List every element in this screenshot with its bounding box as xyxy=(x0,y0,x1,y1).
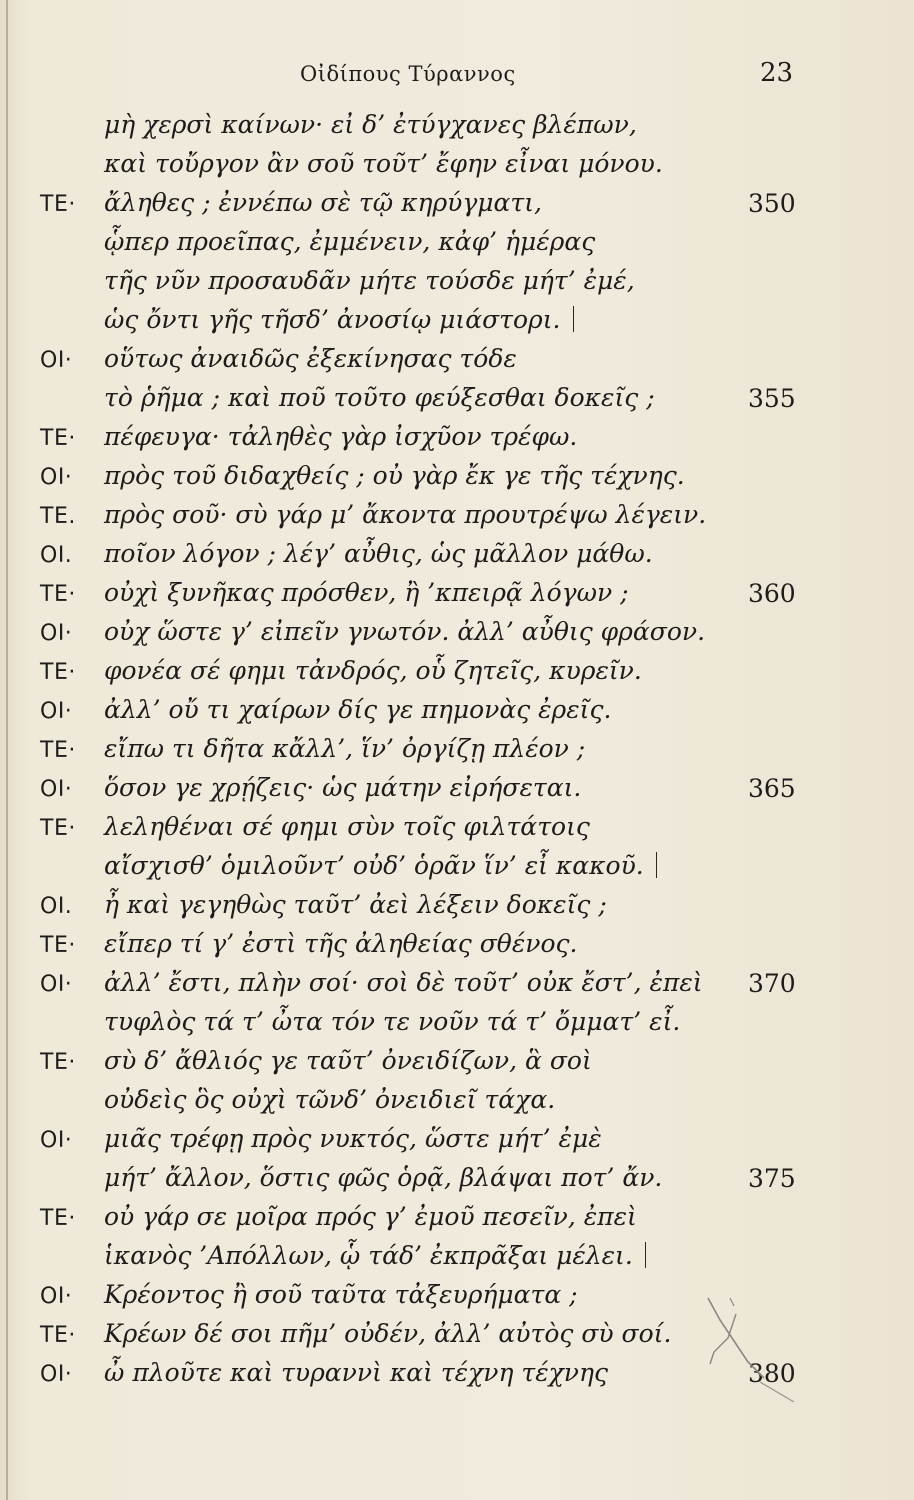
verse-line xyxy=(0,342,914,381)
verse-text-wrap xyxy=(104,422,577,451)
speaker-label: ΤΕ· xyxy=(40,192,76,217)
verse-line xyxy=(0,732,914,771)
verse-line xyxy=(0,147,914,186)
verse-line xyxy=(0,576,914,615)
line-number: 375 xyxy=(748,1164,796,1193)
verse-text: ποῖον λόγον ; λέγ’ αὖθις, ὡς μᾶλλον μάθω. xyxy=(104,539,653,568)
verse-text: πρὸς σοῦ· σὺ γάρ μ’ ἄκοντα προυτρέψω λέγειν. xyxy=(104,500,707,529)
verse-text: ᾧπερ προεῖπας, ἐμμένειν, κἀφ’ ἡμέρας xyxy=(104,227,596,256)
speaker-label: ΟΙ· xyxy=(40,621,73,646)
verse-text-wrap xyxy=(104,1085,555,1114)
line-number: 350 xyxy=(748,189,796,218)
verse-text: οὕτως ἀναιδῶς ἐξεκίνησας τόδε xyxy=(104,344,517,373)
speaker-label: ΤΕ· xyxy=(40,426,76,451)
verse-line xyxy=(0,1239,914,1278)
verse-text: καὶ τοὔργον ἂν σοῦ τοῦτ’ ἔφην εἶναι μόνου. xyxy=(104,149,663,178)
page-header xyxy=(0,56,914,96)
verse-text-wrap xyxy=(104,929,577,958)
verse-text-wrap xyxy=(104,1202,637,1231)
speaker-label: ΤΕ· xyxy=(40,660,76,685)
verse-line xyxy=(0,381,914,420)
verse-text-wrap xyxy=(104,1124,602,1153)
verse-text-wrap xyxy=(104,539,653,568)
verse-text-wrap xyxy=(104,812,590,841)
speaker-label: ΟΙ. xyxy=(40,543,73,568)
verse-text-wrap xyxy=(104,461,685,490)
verse-line xyxy=(0,693,914,732)
verse-text: ὅσον γε χρῄζεις· ὡς μάτην εἰρήσεται. xyxy=(104,773,582,802)
speaker-label: ΤΕ· xyxy=(40,933,76,958)
verse-text: τῆς νῦν προσαυδᾶν μήτε τούσδε μήτ’ ἐμέ, xyxy=(104,266,635,295)
verse-lines xyxy=(0,108,914,1395)
verse-line xyxy=(0,888,914,927)
speaker-label: ΟΙ· xyxy=(40,1284,73,1309)
speaker-label: ΤΕ· xyxy=(40,582,76,607)
verse-text-wrap xyxy=(104,188,542,217)
line-number: 360 xyxy=(748,579,796,608)
verse-text: φονέα σέ φημι τἀνδρός, οὗ ζητεῖς, κυρεῖν. xyxy=(104,656,642,685)
verse-line xyxy=(0,537,914,576)
verse-text: οὐ γάρ σε μοῖρα πρός γ’ ἐμοῦ πεσεῖν, ἐπεὶ xyxy=(104,1202,637,1231)
verse-text: μιᾶς τρέφῃ πρὸς νυκτός, ὥστε μήτ’ ἐμὲ xyxy=(104,1124,602,1153)
line-number: 365 xyxy=(748,774,796,803)
speaker-label: ΟΙ. xyxy=(40,894,73,919)
verse-text-wrap xyxy=(104,968,703,997)
verse-line xyxy=(0,1044,914,1083)
verse-text-wrap xyxy=(104,266,635,295)
page-number: 23 xyxy=(760,58,794,88)
verse-text-wrap xyxy=(104,110,637,139)
verse-text-wrap xyxy=(104,695,611,724)
verse-line xyxy=(0,225,914,264)
verse-text-wrap xyxy=(104,1163,662,1192)
verse-text: ἀλλ’ ἔστι, πλὴν σοί· σοὶ δὲ τοῦτ’ οὐκ ἔστ’, ἐπεὶ xyxy=(104,968,703,997)
verse-text-wrap xyxy=(104,578,629,607)
verse-text-wrap xyxy=(104,227,595,256)
verse-text: ὡς ὄντι γῆς τῆσδ’ ἀνοσίῳ μιάστορι. xyxy=(104,305,561,334)
speaker-label: ΤΕ· xyxy=(40,1050,76,1075)
verse-text: ἄληθες ; ἐννέπω σὲ τῷ κηρύγματι, xyxy=(104,188,542,217)
verse-text: τὸ ῥῆμα ; καὶ ποῦ τοῦτο φεύξεσθαι δοκεῖς ; xyxy=(104,383,655,412)
speaker-label: ΟΙ· xyxy=(40,465,73,490)
verse-text-wrap xyxy=(104,1280,578,1309)
speaker-label: ΟΙ· xyxy=(40,777,73,802)
verse-text: ἀλλ’ οὔ τι χαίρων δίς γε πημονὰς ἐρεῖς. xyxy=(104,695,612,724)
verse-line xyxy=(0,498,914,537)
verse-text-wrap xyxy=(104,344,517,373)
verse-text: Κρέοντος ἢ σοῦ ταῦτα τἀξευρήματα ; xyxy=(104,1280,578,1309)
verse-line xyxy=(0,1005,914,1044)
running-title: Οἰδίπους Τύραννος xyxy=(300,62,516,86)
verse-line xyxy=(0,771,914,810)
speaker-label: ΤΕ· xyxy=(40,1206,76,1231)
line-number: 380 xyxy=(748,1359,796,1388)
verse-text: σὺ δ’ ἄθλιός γε ταῦτ’ ὀνειδίζων, ἃ σοὶ xyxy=(104,1046,592,1075)
verse-line xyxy=(0,966,914,1005)
verse-line xyxy=(0,108,914,147)
verse-line xyxy=(0,810,914,849)
verse-text: ὦ πλοῦτε καὶ τυραννὶ καὶ τέχνη τέχνης xyxy=(104,1358,608,1387)
verse-text: οὐχ ὥστε γ’ εἰπεῖν γνωτόν. ἀλλ’ αὖθις φράσον. xyxy=(104,617,706,646)
verse-text: λεληθέναι σέ φημι σὺν τοῖς φιλτάτοις xyxy=(104,812,590,841)
verse-text-wrap xyxy=(104,383,655,412)
verse-text-wrap xyxy=(104,617,705,646)
verse-text: οὐδεὶς ὃς οὐχὶ τῶνδ’ ὀνειδιεῖ τάχα. xyxy=(104,1085,556,1114)
verse-text-wrap xyxy=(104,656,642,685)
verse-text: αἴσχισθ’ ὁμιλοῦντ’ οὐδ’ ὁρᾶν ἵν’ εἶ κακοῦ. xyxy=(104,851,644,880)
verse-text: οὐχὶ ξυνῆκας πρόσθεν, ἢ ’κπειρᾷ λόγων ; xyxy=(104,578,629,607)
verse-text-wrap xyxy=(104,500,706,529)
verse-line xyxy=(0,1161,914,1200)
verse-line xyxy=(0,1122,914,1161)
verse-line xyxy=(0,849,914,888)
speaker-label: ΤΕ· xyxy=(40,738,76,763)
verse-text: Κρέων δέ σοι πῆμ’ οὐδέν, ἀλλ’ αὐτὸς σὺ σοί. xyxy=(104,1319,672,1348)
verse-text: μὴ χερσὶ καίνων· εἰ δ’ ἐτύγχανες βλέπων, xyxy=(104,110,637,139)
section-bar-mark xyxy=(656,852,657,878)
line-number: 355 xyxy=(748,384,796,413)
speaker-label: ΟΙ· xyxy=(40,1362,73,1387)
verse-line xyxy=(0,264,914,303)
verse-text-wrap xyxy=(104,1319,671,1348)
verse-text-wrap xyxy=(104,1358,608,1387)
verse-line xyxy=(0,1200,914,1239)
verse-line xyxy=(0,459,914,498)
verse-text-wrap xyxy=(104,773,581,802)
verse-text: εἴπω τι δῆτα κἄλλ’, ἵν’ ὀργίζῃ πλέον ; xyxy=(104,734,586,763)
verse-text: εἴπερ τί γ’ ἐστὶ τῆς ἀληθείας σθένος. xyxy=(104,929,578,958)
verse-text: πρὸς τοῦ διδαχθείς ; οὐ γὰρ ἔκ γε τῆς τέχνης. xyxy=(104,461,685,490)
verse-text-wrap xyxy=(104,890,607,919)
section-bar-mark xyxy=(645,1242,646,1268)
line-number: 370 xyxy=(748,969,796,998)
verse-text: μήτ’ ἄλλον, ὅστις φῶς ὁρᾷ, βλάψαι ποτ’ ἄν. xyxy=(104,1163,663,1192)
verse-text: ἦ καὶ γεγηθὼς ταῦτ’ ἀεὶ λέξειν δοκεῖς ; xyxy=(104,890,607,919)
verse-text-wrap xyxy=(104,1046,592,1075)
section-bar-mark xyxy=(573,306,574,332)
verse-text-wrap xyxy=(104,851,657,880)
speaker-label: ΤΕ· xyxy=(40,1323,76,1348)
speaker-label: ΟΙ· xyxy=(40,699,73,724)
verse-line xyxy=(0,615,914,654)
verse-line xyxy=(0,303,914,342)
speaker-label: ΤΕ· xyxy=(40,816,76,841)
verse-text-wrap xyxy=(104,734,585,763)
verse-text: ἱκανὸς ’Απόλλων, ᾧ τάδ’ ἐκπρᾶξαι μέλει. xyxy=(104,1241,633,1270)
verse-line xyxy=(0,654,914,693)
verse-text: πέφευγα· τἀληθὲς γὰρ ἰσχῦον τρέφω. xyxy=(104,422,578,451)
verse-text-wrap xyxy=(104,1007,680,1036)
speaker-label: ΟΙ· xyxy=(40,348,73,373)
pencil-cross-mark xyxy=(690,1290,820,1410)
verse-line xyxy=(0,186,914,225)
speaker-label: ΤΕ. xyxy=(40,504,76,529)
verse-text-wrap xyxy=(104,149,663,178)
verse-line xyxy=(0,1083,914,1122)
verse-line xyxy=(0,420,914,459)
verse-text: τυφλὸς τά τ’ ὦτα τόν τε νοῦν τά τ’ ὄμματ’ εἶ. xyxy=(104,1007,681,1036)
speaker-label: ΟΙ· xyxy=(40,972,73,997)
verse-line xyxy=(0,927,914,966)
verse-text-wrap xyxy=(104,1241,646,1270)
speaker-label: ΟΙ· xyxy=(40,1128,73,1153)
verse-text-wrap xyxy=(104,305,574,334)
